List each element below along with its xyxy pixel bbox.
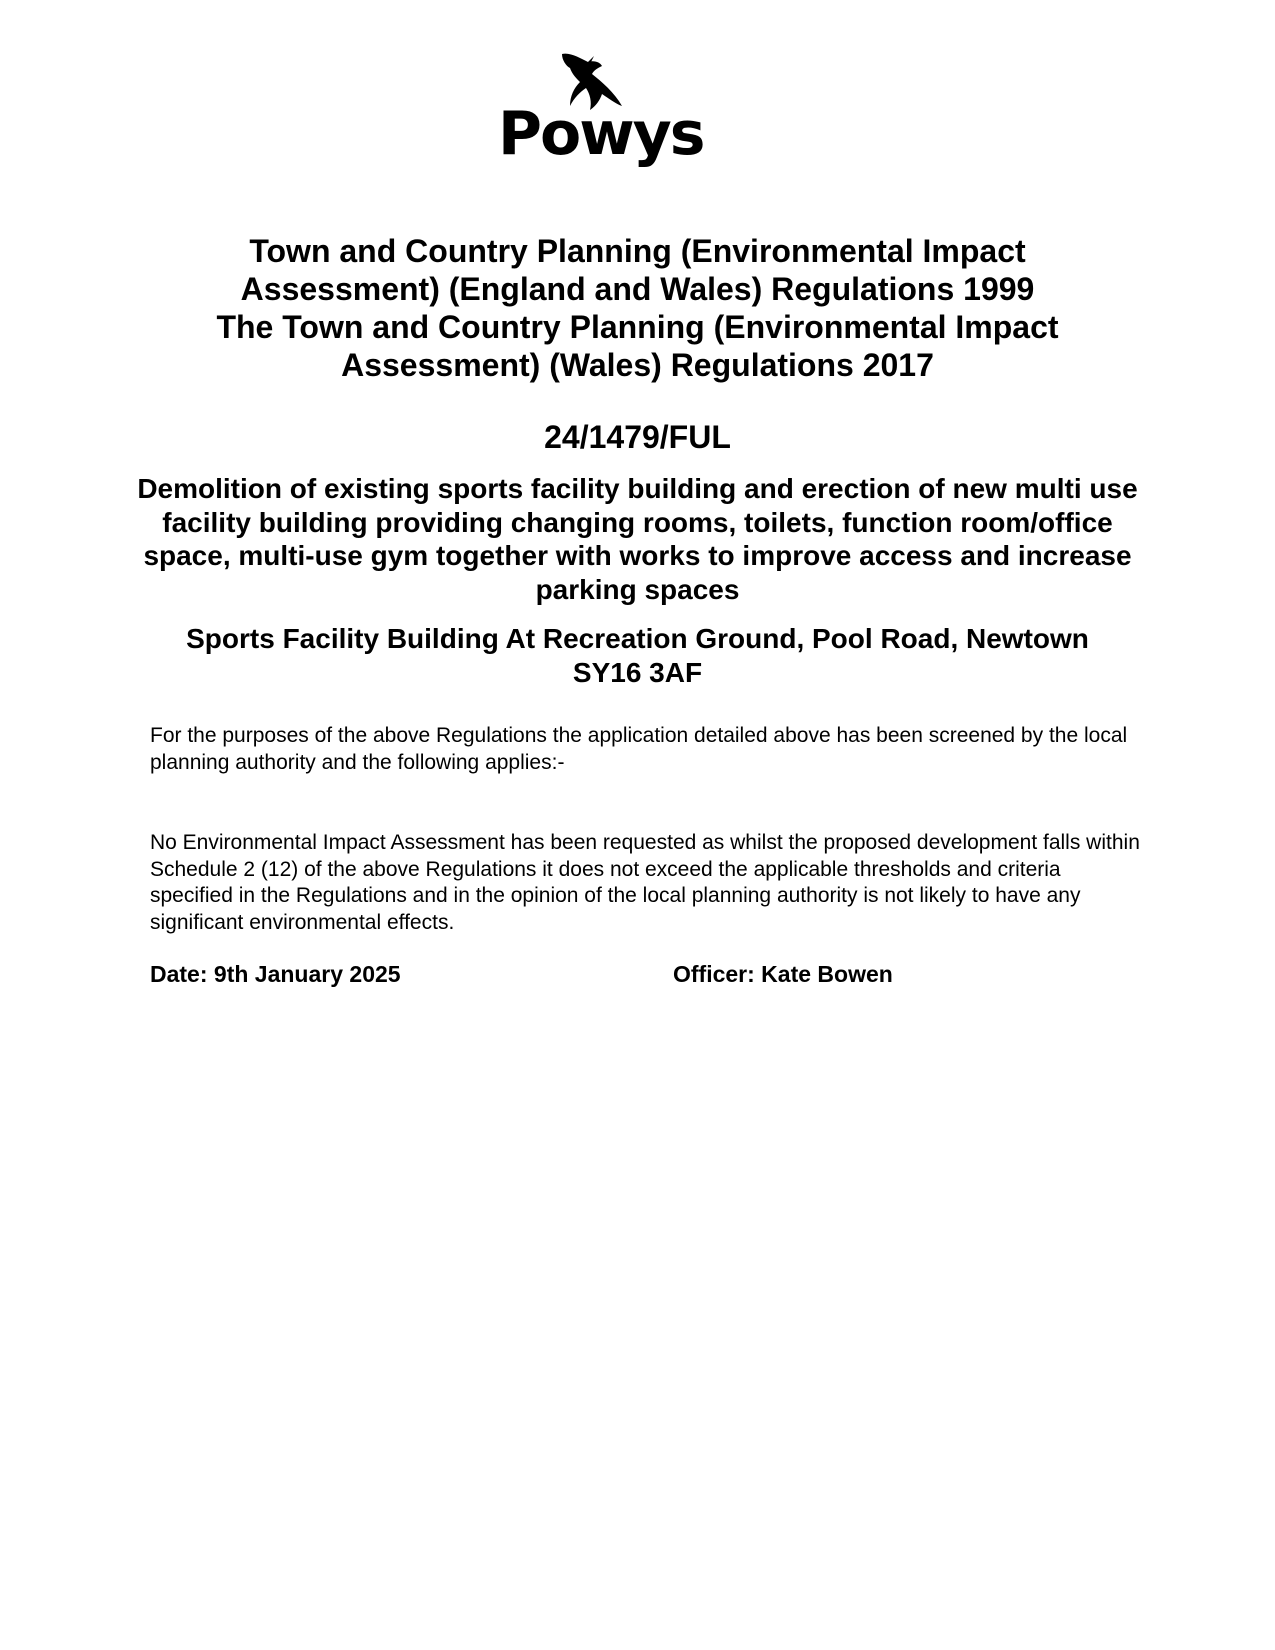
screening-decision-paragraph: No Environmental Impact Assessment has been requested as whilst the proposed development falls within Schedule 2 (12) of the above Regulations it does not exceed the applicable thresholds and criteria specified in the Regulations and in the opinion of the local planning authority is not likely to have any significant environmental effects. — [150, 831, 1140, 934]
regulations-line: Assessment) (England and Wales) Regulations 1999 — [240, 271, 1035, 307]
application-reference: 24/1479/FUL — [544, 419, 731, 455]
intro-paragraph: For the purposes of the above Regulations the application detailed above has been screened by the local planning authority and the following applies:- — [150, 724, 1128, 774]
site-address — [100, 622, 1175, 689]
development-description: Demolition of existing sports facility building and erection of new multi use facility building providing changing rooms, toilets, function room/office space, multi-use gym together with works to improve access and increase parking spaces — [137, 473, 1138, 605]
logo-wordmark: Powys — [498, 99, 704, 169]
site-postcode: SY16 3AF — [572, 656, 703, 688]
powys-logo — [490, 48, 720, 183]
regulations-line: Town and Country Planning (Environmental Impact — [249, 233, 1026, 269]
regulations-line: The Town and Country Planning (Environmental Impact — [216, 309, 1059, 345]
decision-date: Date: 9th January 2025 — [150, 961, 401, 987]
officer-name: Officer: Kate Bowen — [673, 961, 893, 987]
regulations-line: Assessment) (Wales) Regulations 2017 — [341, 347, 934, 383]
site-address-line: Sports Facility Building At Recreation Ground, Pool Road, Newtown — [186, 623, 1089, 654]
regulations-heading — [100, 232, 1175, 384]
